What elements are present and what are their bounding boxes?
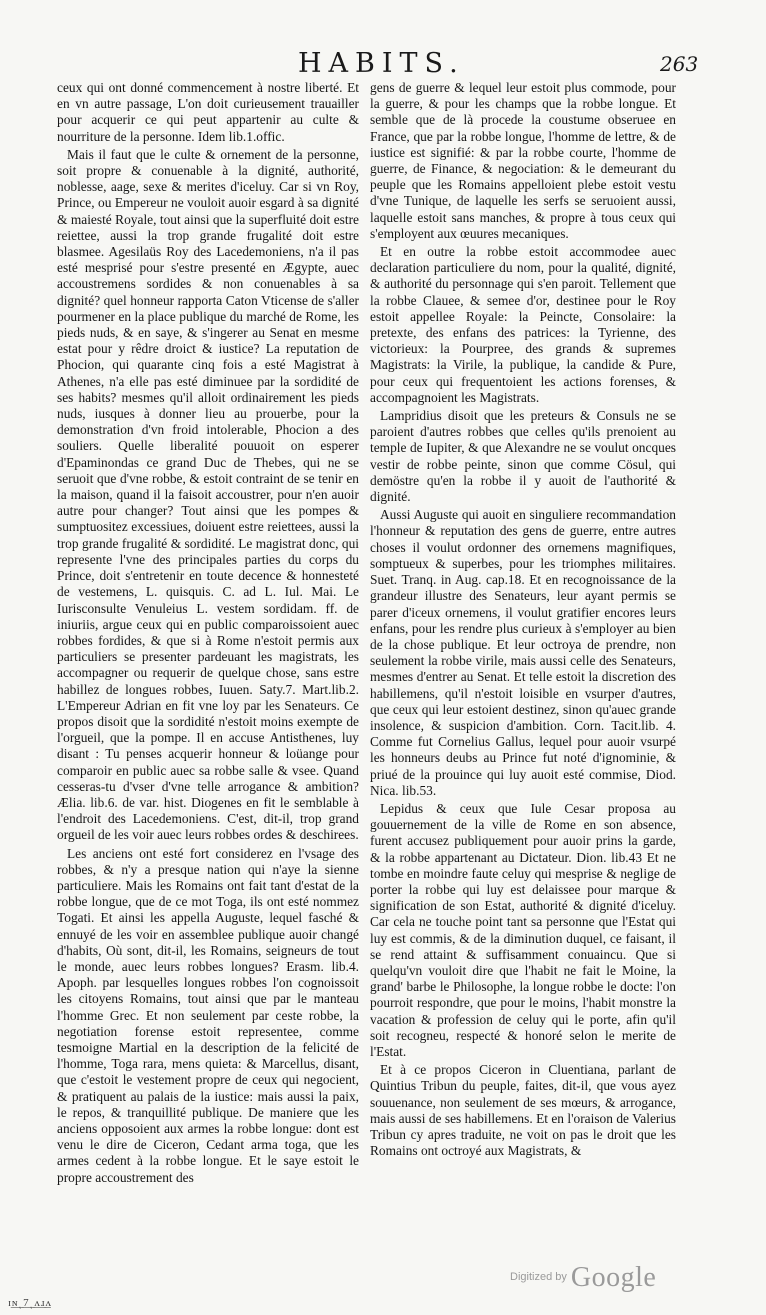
- right-column: [370, 80, 676, 1240]
- paragraph: Lepidus & ceux que Iule Cesar proposa au gouuernement de la ville de Rome en son absence, furent accusez publiquement pour auoir prins la garde, & la robbe appartenant au Dictateur. Dion. lib.43 Et ne tombe en moindre faute celuy qui mesprise & neglige de porter la robbe qui luy est delaissee pour marque & signification de son Estat, authorité & dignité d'iceluy. Car cela ne touche point tant sa personne que l'Estat qui luy est commis, & de la diminution duquel, ce faisant, il se rend attaint & suffisamment conuaincu. Que si quelqu'vn vouloit dire que l'habit ne fait le Moine, la grand' barbe le Philosophe, la longue robbe le docte: l'on pourroit respondre, que pour le moins, l'habit monstre la vacation & profession de celuy qui le porte, afin qu'il soit recogneu, respecté & honoré selon le merite de l'Estat.: [370, 800, 676, 1059]
- page-header: [0, 48, 766, 82]
- paragraph: Lampridius disoit que les preteurs & Consuls ne se paroient d'autres robbes que celles qu'ils prenoient au temple de Iupiter, & que Alexandre ne se voulut oncques vestir de robbe peinte, sinon que comme Cösul, qui demöstre qu'en la robbe il y auoit de l'authorité & dignité.: [370, 408, 676, 505]
- google-logo: Google: [570, 1262, 657, 1293]
- paragraph: Aussi Auguste qui auoit en singuliere recommandation l'honneur & reputation des gens de guerre, entre autres choses il voulut ordonner des ornemens magnifiques, somptueux & superbes, pour les triomphes militaires. Suet. Tranq. in Aug. cap.18. Et en recognoissance de la grandeur illustre des Senateurs, leur ayant permis se parer d'iceux ornemens, il voulut gratifier encores leurs enfans, pour les rendre plus curieux à s'employer au bien de la chose publique. Et leur octroya de prendre, non seulement la robbe virile, mais aussi celle des Senateurs, mesmes d'entrer au Senat. Et telle estoit la discretion des habillemens, qu'il n'estoit loisible en vsurper d'autres, que ceux qui leur estoient destinez, sinon qu'auec grande insolence, & suspicion d'ambition. Corn. Tacit.lib. 4. Comme fut Cornelius Gallus, lequel pour auoir vsurpé les honneurs deubs au Prince fut noté d'ignominie, & priué de la prouince qui luy auoit esté commise, Diod. Nica. lib.53.: [370, 507, 676, 798]
- paragraph: gens de guerre & lequel leur estoit plus commode, pour la guerre, & pour les champs que la robbe longue. Et semble que de là procede la coustume obseruee en France, que par la robbe longue, l'homme de lettre, & de iustice est signifié: & par la robbe courte, l'homme de guerre, de Finance, & negociation: & le demeurant du peuple que les Romains appelloient plebe estoit vestu d'vne Tunique, de laquelle les serfs se seruoient aussi, laquelle estoit sans manches, & propre à tous ceux qui s'employent aux œuures mecaniques.: [370, 80, 676, 241]
- footer-stamp: ɪ͟ɴ͟ͺ͟7͟ͺ͟ᴧ͟ɹ͟ᴧ: [8, 1296, 53, 1309]
- running-head: HABITS.: [298, 48, 465, 79]
- paragraph: ceux qui ont donné commencement à nostre liberté. Et en vn autre passage, L'on doit curieusement trauailler pour acquerir ce qui peut appartenir au culte & nourriture de la personne. Idem lib.1.offic.: [57, 80, 359, 144]
- paragraph: Les anciens ont esté fort considerez en l'vsage des robbes, & n'y a presque nation qui n'aye la sienne particuliere. Mais les Romains ont fait tant d'estat de la robbe longue, que de ce mot Toga, ils ont esté nommez Togati. Et ainsi les appella Auguste, lequel fasché & ennuyé de les voir en assemblee publique auoir changé d'habits, Où sont, dit-il, les Romains, seigneurs de tout le monde, auec leurs robbes longues? Erasm. lib.4. Apoph. par lesquelles longues robbes l'on cognoissoit les citoyens Romains, tout ainsi que par le manteau l'homme Grec. Et non seulement par ceste robbe, la negotiation forense estoit representee, comme tesmoigne Martial en la description de la felicité de l'homme, Toga rara, mens quieta: & Marcellus, disant, que c'estoit le vestement propre de ceux qui negocient, & pratiquent au palais de la iustice: mais aussi la paix, le repos, & tranquillité publique. De maniere que les anciens opposoient aux armes la robbe longue: dont est venu le dire de Ciceron, Cedant arma toga, que les armes cedent à la robbe longue. Et le saye estoit le propre accoustrement des: [57, 845, 359, 1185]
- paragraph: Mais il faut que le culte & ornement de la personne, soit propre & conuenable à la dignité, authorité, noblesse, aage, sexe & merites d'iceluy. Car si vn Roy, Prince, ou Empereur ne vouloit auoir esgard à sa dignité & maiesté Royale, tout ainsi que la superfluité doit estre reiettee, aussi la trop grande frugalité doit estre blasmee. Agesilaüs Roy des Lacedemoniens, n'a il pas esté mesprisé pour s'estre presenté en Ægypte, auec accoustremens sordides & non conuenables à sa dignité? quel honneur rapporta Caton Vticense de s'aller pourmener en la place publique du marché de Rome, les pieds nuds, & en saye, & s'ingerer au Senat en mesme estat pour y rêdre droict & iustice? La reputation de Phocion, qui quarante cinq fois a esté Magistrat à Athenes, n'a elle pas esté diminuee par la sordidité de ses habits? mesmes qu'il alloit ordinairement les pieds nuds, iusques à donner lieu au prouerbe, pour la demonstration d'vn froid intolerable, Phocion a des souliers. Quelle liberalité pouuoit on esperer d'Epaminondas ce grand Duc de Thebes, qui ne se seruoit que d'vne robbe, & estoit contraint de se tenir en la maison, quand il la faisoit accoustrer, pour n'en auoir autre pour changer? Tout ainsi que les pompes & sumptuositez excessiues, doiuent estre reiettees, aussi la trop grande frugalité & sordidité. Le magistrat donc, qui represente l'vne des principales parties du corps du Prince, doit s'entretenir en toute decence & honnesteté de vestemens, L. quisquis. C. ad L. Iul. Mai. Le Iurisconsulte Venuleius L. vestem sordidam. ff. de iniuriis, argue ceux qui en public comparoissoient auec robbes fordides, & que si à Rome n'estoit permis aux particuliers se presenter pardeuant les magistrats, les accompagner ou requerir de quelque chose, sans estre habillez de longues robbes, Iuuen. Saty.7. Mart.lib.2. L'Empereur Adrian en fit vne loy par les Senateurs. Ce propos disoit que la sordidité n'estoit moins exempte de l'orgueil, que la pompe. Il en accuse Antisthenes, luy disant : Tu penses acquerir honneur & loüange pour comparoir en public auec sa robbe salle & vsee. Quand cesseras-tu d'vser d'vne telle arrogance & ambition? Ælia. lib.6. de var. hist. Diogenes en fit le semblable à l'endroit des Lacedemoniens. C'est, dit-il, trop grand orgueil de les voir auec leurs robbes ordes & deschirees.: [57, 146, 359, 843]
- paragraph: Et en outre la robbe estoit accommodee auec declaration particuliere du nom, pour la qualité, dignité, & authorité du personnage qui s'en paroit. Tellement que la robbe Clauee, & semee d'or, destinee pour le Roy estoit appellee Royale: la Peincte, Consolaire: la pretexte, des enfans des patrices: la Tyrienne, des victorieux: la Pourpree, des grands & supremes Magistrats: la Virile, la publique, la candide & Pure, pour ceux qui frequentoient les actions forenses, & accompagnoient les Magistrats.: [370, 244, 676, 405]
- digitized-by-label: Digitized by: [510, 1271, 567, 1283]
- page-number: 263: [660, 52, 699, 76]
- digitized-by-google-watermark: [510, 1262, 656, 1294]
- paragraph: Et à ce propos Ciceron in Cluentiana, parlant de Quintius Tribun du peuple, faites, dit-il, que vous ayez souuenance, non seulement de ses mœurs, & arrogance, mais aussi de ses habillemens. Et en l'oraison de Valerius Tribun cy apres traduite, ne voit on pas le droit que les Romains ont octroyé aux Magistrats, &: [370, 1062, 676, 1159]
- left-column: [57, 80, 359, 1240]
